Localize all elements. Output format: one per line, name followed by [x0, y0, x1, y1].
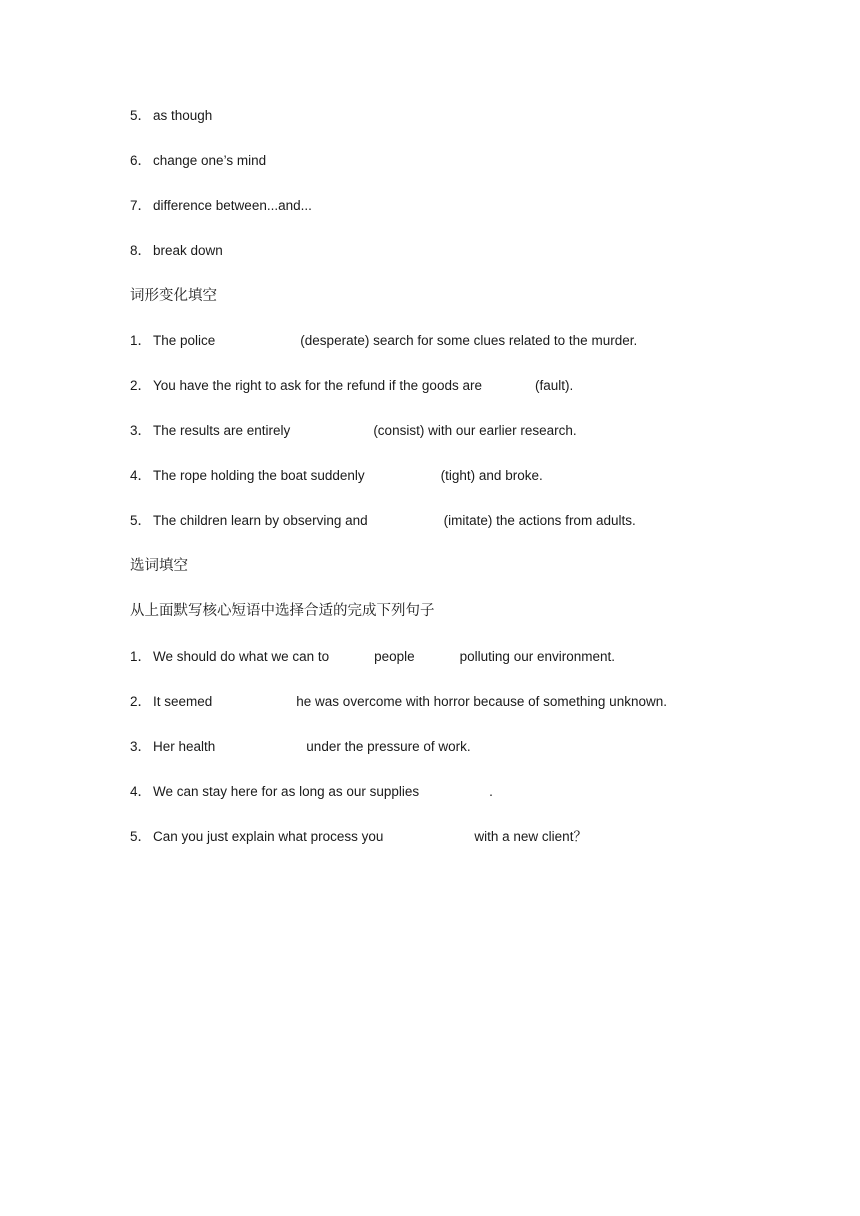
exercise-item — [130, 511, 636, 531]
item-number: 4． — [130, 784, 152, 799]
item-number: 2． — [130, 694, 152, 709]
sentence-part: The results are entirely — [153, 423, 291, 438]
exercise-item — [130, 331, 637, 351]
exercise-item — [130, 421, 577, 441]
section-heading-word-forms: 词形变化填空 — [130, 288, 217, 304]
item-number: 5． — [130, 829, 152, 844]
exercise-item — [130, 827, 587, 847]
sentence-part: You have the right to ask for the refund if the goods are — [153, 378, 482, 393]
sentence-part: The children learn by observing and — [153, 513, 368, 528]
sentence-part: polluting our environment. — [459, 649, 615, 664]
exercise-item — [130, 466, 543, 486]
item-number: 6． — [130, 153, 152, 168]
phrase-item — [130, 196, 312, 216]
item-number: 5． — [130, 108, 152, 123]
sentence-part: (consist) with our earlier research. — [373, 423, 577, 438]
item-number: 1． — [130, 649, 152, 664]
exercise-item — [130, 782, 493, 802]
section-instruction: 从上面默写核心短语中选择合适的完成下列句子 — [130, 603, 435, 619]
exercise-item — [130, 692, 667, 712]
sentence-part: he was overcome with horror because of something unknown. — [296, 694, 667, 709]
sentence-part: Her health — [153, 739, 216, 754]
section-heading-choose: 选词填空 — [130, 558, 188, 574]
exercise-item — [130, 737, 471, 757]
item-number: 4． — [130, 468, 152, 483]
sentence-part: We should do what we can to — [153, 649, 330, 664]
phrase-item — [130, 106, 212, 126]
sentence-part: The rope holding the boat suddenly — [153, 468, 365, 483]
phrase-item — [130, 151, 266, 171]
item-number: 1． — [130, 333, 152, 348]
item-number: 8． — [130, 243, 152, 258]
phrase-item — [130, 241, 223, 261]
sentence-part: under the pressure of work. — [306, 739, 471, 754]
sentence-part: (tight) and broke. — [440, 468, 543, 483]
exercise-item — [130, 647, 615, 667]
sentence-part: (fault). — [534, 378, 574, 393]
exercise-item — [130, 376, 573, 396]
sentence-part: It seemed — [153, 694, 213, 709]
item-number: 5． — [130, 513, 152, 528]
sentence-part: (desperate) search for some clues related to the murder. — [300, 333, 638, 348]
sentence-part: with a new client？ — [474, 829, 587, 844]
sentence-part: The police — [153, 333, 216, 348]
sentence-part: Can you just explain what process you — [153, 829, 384, 844]
phrase-text: as though — [153, 108, 213, 123]
phrase-text: change one’s mind — [153, 153, 267, 168]
sentence-part: people — [374, 649, 415, 664]
item-number: 3． — [130, 423, 152, 438]
item-number: 3． — [130, 739, 152, 754]
phrase-text: break down — [153, 243, 223, 258]
sentence-part: (imitate) the actions from adults. — [443, 513, 636, 528]
phrase-text: difference between...and... — [153, 198, 312, 213]
sentence-part: We can stay here for as long as our supplies — [153, 784, 420, 799]
item-number: 2． — [130, 378, 152, 393]
sentence-part: . — [489, 784, 493, 799]
item-number: 7． — [130, 198, 152, 213]
